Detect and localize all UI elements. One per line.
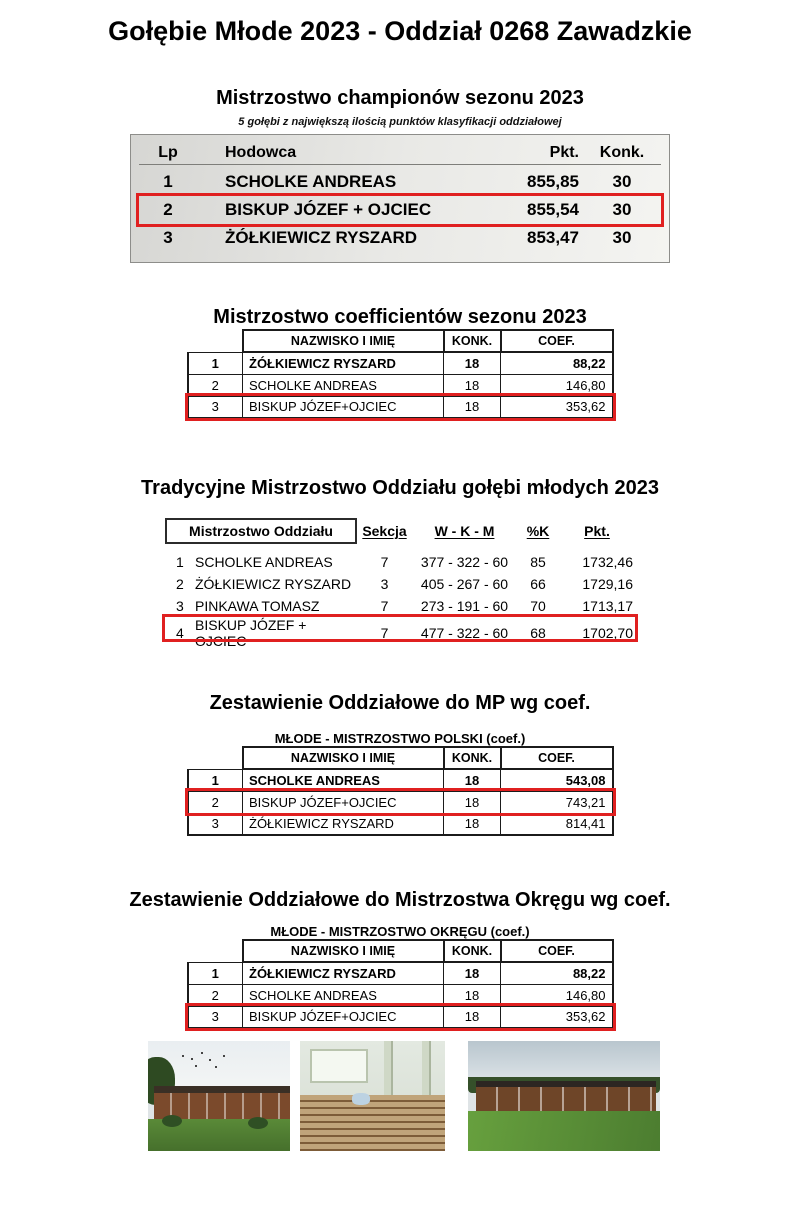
table-row bbox=[188, 984, 613, 1006]
name-cell: ŻÓŁKIEWICZ RYSZARD bbox=[243, 813, 444, 835]
coef-cell: 814,41 bbox=[501, 813, 613, 835]
sekcja-cell: 7 bbox=[380, 625, 389, 641]
table-row bbox=[165, 573, 635, 595]
lawn bbox=[468, 1111, 660, 1151]
loft-building bbox=[476, 1087, 656, 1113]
rank-cell: 2 bbox=[188, 984, 243, 1006]
konk-header: Konk. bbox=[599, 143, 645, 161]
champions-subtitle: 5 gołębi z największą ilością punktów klasyfikacji oddziałowej bbox=[238, 116, 562, 128]
name-header: NAZWISKO I IMIĘ bbox=[243, 330, 444, 352]
rank-cell: 3 bbox=[188, 813, 243, 835]
birds-flock bbox=[182, 1055, 184, 1057]
wkm-cell: 273 - 191 - 60 bbox=[420, 598, 509, 614]
coef-header: COEF. bbox=[501, 940, 613, 962]
konk-cell: 18 bbox=[444, 984, 501, 1006]
rank-header bbox=[188, 747, 243, 769]
coefficients-table bbox=[187, 329, 614, 419]
konk-cell: 18 bbox=[444, 1006, 501, 1028]
name-cell: BISKUP JÓZEF + OJCIEC bbox=[195, 617, 307, 649]
loft-photo-exterior-right bbox=[468, 1041, 660, 1151]
mp-title: Zestawienie Oddziałowe do MP wg coef. bbox=[209, 692, 591, 714]
name-header: NAZWISKO I IMIĘ bbox=[243, 747, 444, 769]
lp-cell: 2 bbox=[176, 576, 184, 592]
okreg-title: Zestawienie Oddziałowe do Mistrzostwa Okręgu wg coef. bbox=[129, 889, 671, 911]
konk-header: KONK. bbox=[444, 747, 501, 769]
name-cell: ŻÓŁKIEWICZ RYSZARD bbox=[195, 576, 352, 592]
konk-cell: 18 bbox=[444, 352, 501, 374]
konk-cell: 18 bbox=[444, 396, 501, 418]
table-row bbox=[188, 374, 613, 396]
wood-post bbox=[422, 1041, 431, 1103]
header-row bbox=[188, 940, 613, 962]
wkm-cell: 377 - 322 - 60 bbox=[420, 554, 509, 570]
wood-slat-floor bbox=[300, 1095, 445, 1151]
coef-cell: 743,21 bbox=[501, 791, 613, 813]
table-row bbox=[165, 617, 635, 649]
coef-cell: 543,08 bbox=[501, 769, 613, 791]
okreg-subtitle: MŁODE - MISTRZOSTWO OKRĘGU (coef.) bbox=[270, 924, 530, 939]
bush bbox=[162, 1115, 182, 1127]
name-header: NAZWISKO I IMIĘ bbox=[243, 940, 444, 962]
loft-photos-row bbox=[148, 1041, 800, 1151]
section-traditional bbox=[0, 476, 800, 649]
champions-table bbox=[130, 134, 670, 263]
coef-cell: 353,62 bbox=[501, 1006, 613, 1028]
table-row bbox=[139, 196, 661, 224]
roof bbox=[476, 1081, 656, 1087]
lp-cell: 2 bbox=[163, 200, 173, 219]
champions-title: Mistrzostwo championów sezonu 2023 bbox=[216, 87, 584, 109]
table-row bbox=[188, 813, 613, 835]
loft-photo-exterior-left bbox=[148, 1041, 290, 1151]
window bbox=[310, 1049, 368, 1083]
pkt-cell: 855,85 bbox=[527, 172, 579, 191]
rank-header bbox=[188, 940, 243, 962]
lp-header: Lp bbox=[158, 143, 178, 161]
traditional-table bbox=[165, 518, 635, 649]
section-champions bbox=[0, 86, 800, 263]
table-row bbox=[188, 769, 613, 791]
loft-photo-interior bbox=[300, 1041, 445, 1151]
rank-cell: 3 bbox=[188, 1006, 243, 1028]
sekcja-header: Sekcja bbox=[362, 523, 407, 539]
mp-subtitle: MŁODE - MISTRZOSTWO POLSKI (coef.) bbox=[274, 731, 526, 746]
coef-header: COEF. bbox=[501, 747, 613, 769]
rank-cell: 1 bbox=[188, 769, 243, 791]
pk-cell: 70 bbox=[530, 598, 546, 614]
mistrzostwo-oddzialu-header: Mistrzostwo Oddziału bbox=[165, 518, 357, 544]
roof bbox=[154, 1086, 290, 1093]
section-mp bbox=[0, 691, 800, 836]
lp-cell: 3 bbox=[176, 598, 184, 614]
rank-cell: 1 bbox=[188, 352, 243, 374]
wkm-cell: 477 - 322 - 60 bbox=[420, 625, 509, 641]
sekcja-cell: 7 bbox=[380, 598, 389, 614]
konk-cell: 18 bbox=[444, 769, 501, 791]
pkt-cell: 855,54 bbox=[527, 200, 579, 219]
konk-cell: 18 bbox=[444, 962, 501, 984]
wkm-header: W - K - M bbox=[434, 523, 495, 539]
traditional-title: Tradycyjne Mistrzostwo Oddziału gołębi młodych 2023 bbox=[141, 477, 659, 499]
coef-cell: 88,22 bbox=[501, 352, 613, 374]
sekcja-cell: 3 bbox=[380, 576, 389, 592]
hodowca-header: Hodowca bbox=[225, 143, 297, 161]
coefficients-title: Mistrzostwo coefficientów sezonu 2023 bbox=[213, 306, 587, 328]
konk-header: KONK. bbox=[444, 940, 501, 962]
rank-cell: 1 bbox=[188, 962, 243, 984]
rank-cell: 3 bbox=[188, 396, 243, 418]
section-okreg bbox=[0, 888, 800, 1029]
coef-header: COEF. bbox=[501, 330, 613, 352]
pkt-cell: 1729,16 bbox=[582, 576, 633, 592]
rank-header bbox=[188, 330, 243, 352]
name-cell: BISKUP JÓZEF+OJCIEC bbox=[243, 1006, 444, 1028]
name-cell: SCHOLKE ANDREAS bbox=[243, 374, 444, 396]
pkt-cell: 853,47 bbox=[527, 228, 579, 247]
coef-cell: 353,62 bbox=[501, 396, 613, 418]
table-row bbox=[139, 168, 661, 196]
pkt-header: Pkt. bbox=[584, 523, 610, 539]
pkt-cell: 1732,46 bbox=[582, 554, 633, 570]
pk-header: %K bbox=[526, 523, 550, 539]
hodowca-cell: BISKUP JÓZEF + OJCIEC bbox=[225, 200, 432, 219]
page-title: Gołębie Młode 2023 - Oddział 0268 Zawadzkie bbox=[108, 16, 692, 46]
lp-cell: 1 bbox=[163, 172, 173, 191]
pkt-header: Pkt. bbox=[549, 143, 579, 161]
hodowca-cell: ŻÓŁKIEWICZ RYSZARD bbox=[225, 228, 418, 247]
name-cell: SCHOLKE ANDREAS bbox=[243, 984, 444, 1006]
wkm-cell: 405 - 267 - 60 bbox=[420, 576, 509, 592]
header-row bbox=[188, 330, 613, 352]
table-row bbox=[188, 1006, 613, 1028]
mp-table bbox=[187, 746, 614, 836]
pk-cell: 68 bbox=[530, 625, 546, 641]
table-row bbox=[139, 224, 661, 252]
hodowca-cell: SCHOLKE ANDREAS bbox=[225, 172, 397, 191]
pkt-cell: 1713,17 bbox=[582, 598, 633, 614]
coef-cell: 88,22 bbox=[501, 962, 613, 984]
water-bowl bbox=[352, 1093, 370, 1105]
konk-cell: 30 bbox=[612, 172, 632, 191]
table-row bbox=[165, 551, 635, 573]
konk-cell: 18 bbox=[444, 813, 501, 835]
wood-post bbox=[384, 1041, 393, 1103]
table-row bbox=[188, 962, 613, 984]
sekcja-cell: 7 bbox=[380, 554, 389, 570]
champions-header-row bbox=[139, 141, 661, 165]
lp-cell: 4 bbox=[176, 625, 184, 641]
name-cell: BISKUP JÓZEF+OJCIEC bbox=[243, 396, 444, 418]
konk-cell: 30 bbox=[612, 200, 632, 219]
table-row bbox=[188, 791, 613, 813]
table-row bbox=[165, 595, 635, 617]
okreg-table bbox=[187, 939, 614, 1029]
section-coefficients bbox=[0, 305, 800, 419]
lp-cell: 3 bbox=[163, 228, 173, 247]
coef-cell: 146,80 bbox=[501, 984, 613, 1006]
coef-cell: 146,80 bbox=[501, 374, 613, 396]
table-row bbox=[188, 396, 613, 418]
konk-header: KONK. bbox=[444, 330, 501, 352]
pkt-cell: 1702,70 bbox=[582, 625, 633, 641]
name-cell: SCHOLKE ANDREAS bbox=[195, 554, 333, 570]
pk-cell: 66 bbox=[530, 576, 546, 592]
traditional-header-row bbox=[165, 518, 635, 544]
konk-cell: 30 bbox=[612, 228, 632, 247]
name-cell: PINKAWA TOMASZ bbox=[195, 598, 320, 614]
header-row bbox=[188, 747, 613, 769]
rank-cell: 2 bbox=[188, 791, 243, 813]
name-cell: BISKUP JÓZEF+OJCIEC bbox=[243, 791, 444, 813]
name-cell: SCHOLKE ANDREAS bbox=[243, 769, 444, 791]
lp-cell: 1 bbox=[176, 554, 184, 570]
konk-cell: 18 bbox=[444, 791, 501, 813]
konk-cell: 18 bbox=[444, 374, 501, 396]
name-cell: ŻÓŁKIEWICZ RYSZARD bbox=[243, 962, 444, 984]
pk-cell: 85 bbox=[530, 554, 546, 570]
table-row bbox=[188, 352, 613, 374]
rank-cell: 2 bbox=[188, 374, 243, 396]
name-cell: ŻÓŁKIEWICZ RYSZARD bbox=[243, 352, 444, 374]
